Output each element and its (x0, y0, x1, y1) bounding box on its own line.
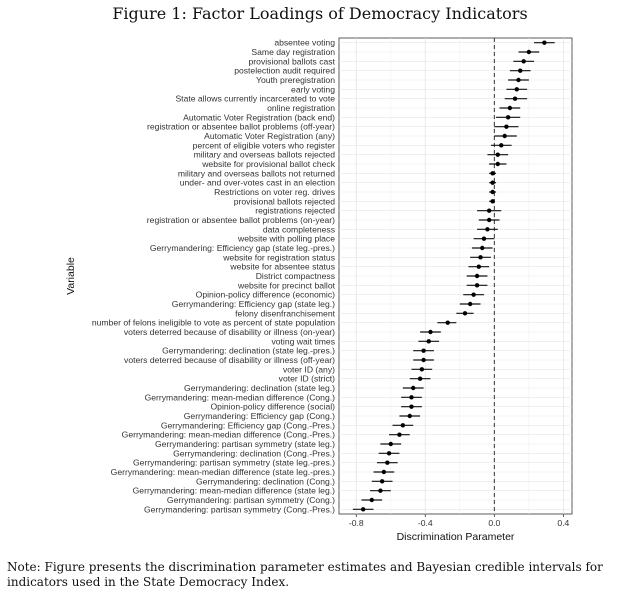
estimate-point (427, 339, 431, 343)
estimate-point (387, 451, 391, 455)
y-tick-label: Gerrymandering: mean-median difference (state leg.-pres.) (110, 467, 335, 477)
estimate-point (516, 78, 520, 82)
estimate-point (409, 395, 413, 399)
y-tick-label: felony disenfranchisement (235, 308, 335, 319)
estimate-point (475, 274, 479, 278)
estimate-point (382, 470, 386, 474)
y-tick-label: voter ID (any) (282, 364, 335, 375)
y-tick-label: Gerrymandering: partisan symmetry (state leg.-pres.) (132, 457, 335, 468)
y-tick-label: District compactness (255, 271, 335, 281)
y-tick-label: registration or absentee ballot problems (off-year) (146, 121, 335, 132)
estimate-point (502, 134, 506, 138)
estimate-point (487, 218, 491, 222)
estimate-point (490, 171, 494, 175)
estimate-point (504, 124, 508, 128)
estimate-point (527, 50, 531, 54)
x-tick-labels (349, 514, 570, 528)
y-tick-label: online registration (267, 103, 335, 113)
y-axis-title: Variable (65, 257, 77, 295)
x-tick-label: -0.4 (417, 518, 433, 528)
estimate-point (518, 68, 522, 72)
estimate-point (513, 96, 517, 100)
y-tick-label: percent of eligible voters who register (192, 140, 335, 151)
estimate-point (521, 59, 525, 63)
y-tick-label: provisional ballots rejected (233, 196, 335, 207)
estimate-point (506, 115, 510, 119)
estimate-point (490, 199, 494, 203)
y-tick-label: Gerrymandering: declination (Cong.-Pres.) (173, 448, 335, 459)
y-tick-label: Youth preregistration (256, 75, 335, 85)
y-tick-label: Opinion-policy difference (social) (210, 401, 335, 412)
estimate-point (542, 40, 546, 44)
y-tick-label: Gerrymandering: Efficiency gap (state leg.-pres.) (149, 243, 335, 253)
estimate-point (475, 283, 479, 287)
y-tick-label: State allows currently incarcerated to vote (175, 93, 335, 104)
estimate-point (409, 404, 413, 408)
estimate-point (428, 330, 432, 334)
chart-title: Figure 1: Factor Loadings of Democracy Indicators (112, 4, 528, 23)
y-tick-label: registrations rejected (255, 205, 335, 216)
y-tick-label: website with polling place (238, 233, 335, 244)
y-tick-label: Gerrymandering: declination (Cong.) (196, 476, 335, 487)
estimate-point (421, 358, 425, 362)
estimate-point (487, 208, 491, 212)
estimate-point (401, 423, 405, 427)
estimate-point (408, 414, 412, 418)
y-tick-label: voter ID (strict) (278, 373, 335, 384)
y-tick-label: postelection audit required (234, 65, 335, 76)
y-tick-label: Gerrymandering: partisan symmetry (Cong.) (166, 495, 335, 505)
y-tick-label: data completeness (262, 224, 335, 235)
estimate-point (378, 488, 382, 492)
estimate-point (496, 152, 500, 156)
y-tick-label: Opinion-policy difference (economic) (195, 289, 335, 300)
estimate-point (508, 106, 512, 110)
estimate-point (385, 460, 389, 464)
estimate-point (361, 507, 365, 511)
y-tick-label: registration or absentee ballot problems (on-year) (146, 215, 335, 225)
figure-note: Note: Figure presents the discrimination parameter estimates and Bayesian credible intervals for indicators used in the State Democracy Index. (7, 560, 603, 589)
y-tick-label: Gerrymandering: mean-median difference (Cong.) (144, 392, 335, 403)
estimate-point (471, 292, 475, 296)
estimate-point (421, 348, 425, 352)
y-tick-label: website for absentee status (230, 261, 335, 272)
y-tick-label: voters deterred because of disability or illness (off-year) (124, 355, 335, 365)
y-tick-label: voters deterred because of disability or illness (on-year) (123, 327, 335, 337)
y-tick-label: Gerrymandering: Efficiency gap (Cong.-Pres.) (160, 420, 335, 431)
estimate-point (515, 87, 519, 91)
grid-lines (339, 38, 572, 514)
y-tick-label: under- and over-votes cast in an election (179, 177, 335, 188)
y-tick-label: Gerrymandering: declination (state leg.-pres.) (162, 345, 335, 356)
y-tick-label: Gerrymandering: mean-median difference (state leg.) (132, 485, 335, 496)
estimate-point (397, 432, 401, 436)
estimate-point (411, 386, 415, 390)
x-tick-label: 0.0 (488, 518, 501, 528)
estimate-point (463, 311, 467, 315)
estimate-point (468, 302, 472, 306)
x-tick-label: 0.4 (557, 518, 570, 528)
y-tick-label: number of felons ineligible to vote as percent of state population (91, 317, 335, 328)
estimate-point (418, 376, 422, 380)
y-tick-label: Gerrymandering: partisan symmetry (Cong.-Pres.) (143, 504, 335, 515)
y-tick-label: Automatic Voter Registration (any) (204, 131, 335, 141)
y-tick-label: Restrictions on voter reg. drives (214, 187, 335, 197)
y-tick-label: Gerrymandering: Efficiency gap (state leg.) (171, 299, 335, 309)
y-tick-labels (92, 38, 336, 515)
y-tick-label: Gerrymandering: mean-median difference (Cong.-Pres.) (121, 429, 335, 440)
y-tick-label: early voting (291, 84, 335, 95)
estimate-point (490, 180, 494, 184)
estimate-point (499, 143, 503, 147)
y-tick-label: military and overseas ballots rejected (193, 149, 335, 160)
estimate-point (490, 190, 494, 194)
estimate-point (420, 367, 424, 371)
estimate-point (478, 255, 482, 259)
estimate-point (485, 227, 489, 231)
y-tick-label: Gerrymandering: declination (state leg.) (184, 383, 335, 393)
estimate-point (480, 246, 484, 250)
estimate-point (496, 162, 500, 166)
y-tick-label: Automatic Voter Registration (back end) (183, 112, 335, 123)
y-tick-label: website for registration status (223, 252, 335, 263)
x-axis-title: Discrimination Parameter (396, 531, 515, 543)
y-tick-label: absentee voting (274, 37, 335, 48)
estimate-point (482, 236, 486, 240)
y-tick-label: website for precinct ballot (238, 280, 335, 291)
y-tick-label: Same day registration (251, 47, 335, 57)
y-tick-label: military and overseas ballots not returned (177, 168, 335, 179)
estimate-point (380, 479, 384, 483)
estimate-point (477, 264, 481, 268)
y-tick-label: provisional ballots cast (248, 56, 335, 67)
estimate-point (370, 498, 374, 502)
y-tick-label: website for provisional ballot check (202, 159, 335, 169)
y-tick-label: voting wait times (271, 336, 335, 347)
estimate-point (446, 320, 450, 324)
estimate-point (389, 442, 393, 446)
x-tick-label: -0.8 (348, 518, 364, 528)
y-tick-label: Gerrymandering: partisan symmetry (state leg.) (154, 439, 335, 449)
y-tick-label: Gerrymandering: Efficiency gap (Cong.) (183, 411, 335, 421)
